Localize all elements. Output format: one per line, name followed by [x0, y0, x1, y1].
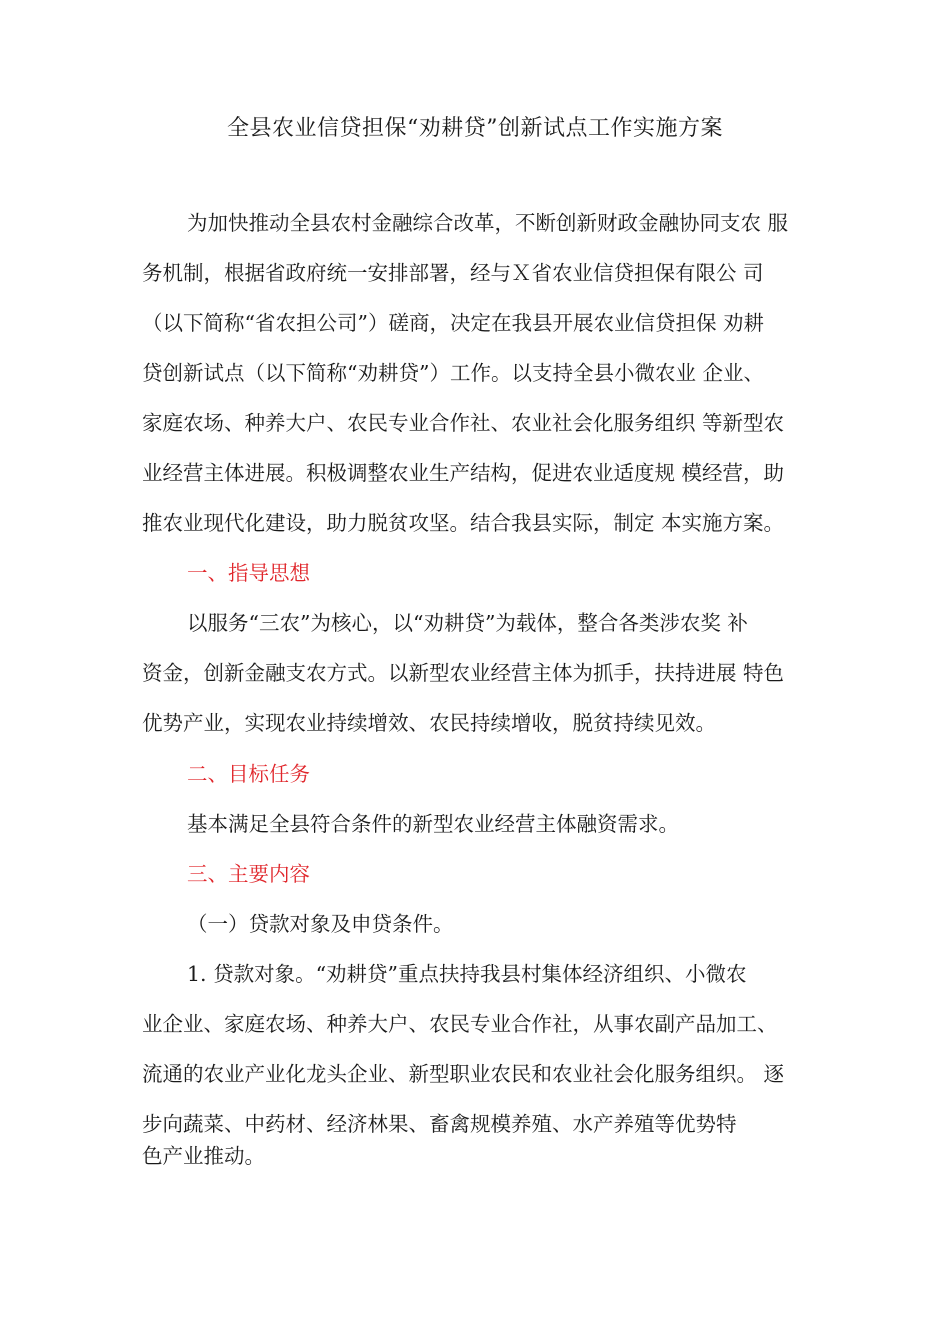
body-line: （以下简称“省农担公司”）磋商，决定在我县开展农业信贷担保 劝耕 [142, 311, 764, 335]
body-line: 推农业现代化建设，助力脱贫攻坚。结合我县实际，制定 本实施方案。 [142, 511, 785, 535]
body-line: 流通的农业产业化龙头企业、新型职业农民和农业社会化服务组织。 逐 [142, 1062, 785, 1086]
body-line: 优势产业，实现农业持续增效、农民持续增收，脱贫持续见效。 [142, 711, 716, 735]
body-line: 以服务“三农”为核心，以“劝耕贷”为载体，整合各类涉农奖 补 [187, 611, 748, 635]
body-line: 1. 贷款对象。“劝耕贷”重点扶持我县村集体经济组织、小微农 [187, 962, 747, 986]
body-line: 为加快推动全县农村金融综合改革，不断创新财政金融协同支农 服 [187, 211, 789, 235]
body-line: 资金，创新金融支农方式。以新型农业经营主体为抓手，扶持进展 特色 [142, 661, 785, 685]
body-line: 贷创新试点（以下简称“劝耕贷”）工作。以支持全县小微农业 企业、 [142, 361, 764, 385]
section-heading: 二、目标任务 [187, 762, 310, 786]
section-heading: 三、主要内容 [187, 862, 310, 886]
body-line: 色产业推动。 [142, 1144, 265, 1168]
body-line: 业企业、家庭农场、种养大户、农民专业合作社，从事农副产品加工、 [142, 1012, 778, 1036]
body-line: 基本满足全县符合条件的新型农业经营主体融资需求。 [187, 812, 679, 836]
body-line: 务机制，根据省政府统一安排部署，经与Ｘ省农业信贷担保有限公 司 [142, 261, 764, 285]
body-line: 业经营主体进展。积极调整农业生产结构，促进农业适度规 模经营，助 [142, 461, 785, 485]
body-line: 步向蔬菜、中药材、经济林果、畜禽规模养殖、水产养殖等优势特 [142, 1112, 737, 1136]
subsection-heading: （一）贷款对象及申贷条件。 [187, 912, 454, 936]
document-title: 全县农业信贷担保“劝耕贷”创新试点工作实施方案 [227, 116, 723, 141]
section-heading: 一、指导思想 [187, 561, 310, 585]
body-line: 家庭农场、种养大户、农民专业合作社、农业社会化服务组织 等新型农 [142, 411, 785, 435]
